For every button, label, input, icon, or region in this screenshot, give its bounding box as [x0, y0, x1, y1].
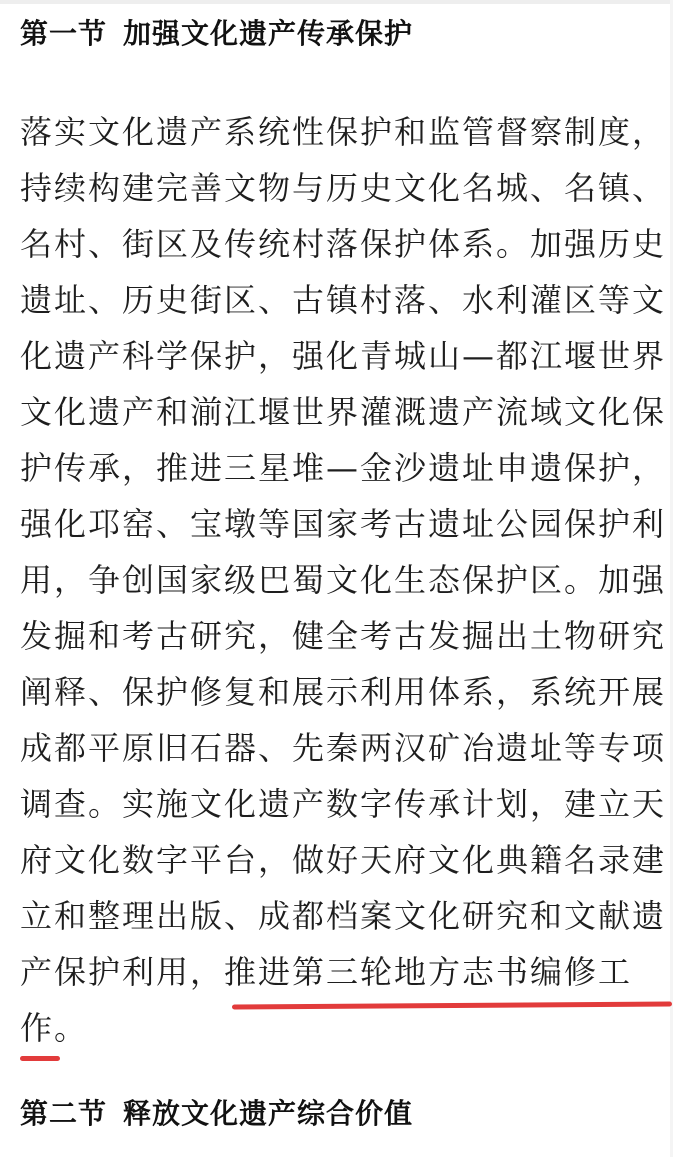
paragraph-line: 文化遗产和湔江堰世界灌溉遗产流域文化保 — [20, 393, 667, 431]
paragraph-line: 府文化数字平台，做好天府文化典籍名录建 — [20, 841, 667, 879]
section-2-number: 第二节 — [20, 1097, 108, 1130]
paragraph-line: 阐释、保护修复和展示利用体系，系统开展 — [20, 673, 667, 711]
paragraph-line: 成都平原旧石器、先秦两汉矿冶遗址等专项 — [20, 729, 667, 767]
section-1-title: 加强文化遗产传承保护 — [123, 17, 414, 50]
body-paragraph — [0, 104, 673, 1094]
paragraph-line: 遗址、历史街区、古镇村落、水利灌区等文 — [20, 281, 667, 319]
paragraph-line: 用，争创国家级巴蜀文化生态保护区。加强 — [20, 561, 667, 599]
section-2-title: 释放文化遗产综合价值 — [123, 1097, 414, 1130]
paragraph-line: 护传承，推进三星堆—金沙遗址申遗保护， — [20, 449, 667, 487]
paragraph-line: 名村、街区及传统村落保护体系。加强历史 — [20, 225, 667, 263]
section-heading-1 — [20, 16, 413, 52]
top-edge-shadow — [0, 0, 673, 4]
red-underline-annotation-continued — [20, 1056, 60, 1061]
section-1-number: 第一节 — [20, 17, 108, 50]
paragraph-line: 立和整理出版、成都档案文化研究和文献遗 — [20, 897, 667, 935]
section-heading-2 — [20, 1096, 413, 1132]
paragraph-line: 产保护利用，推进第三轮地方志书编修工 — [20, 953, 633, 991]
paragraph-line: 持续构建完善文物与历史文化名城、名镇、 — [20, 169, 667, 207]
paragraph-line: 落实文化遗产系统性保护和监管督察制度， — [20, 113, 667, 151]
paragraph-line: 调查。实施文化遗产数字传承计划，建立天 — [20, 785, 667, 823]
paragraph-line: 化遗产科学保护，强化青城山—都江堰世界 — [20, 337, 667, 375]
paragraph-line: 作。 — [20, 1009, 89, 1047]
paragraph-line: 强化邛窑、宝墩等国家考古遗址公园保护利 — [20, 505, 667, 543]
paragraph-line: 发掘和考古研究，健全考古发掘出土物研究 — [20, 617, 667, 655]
